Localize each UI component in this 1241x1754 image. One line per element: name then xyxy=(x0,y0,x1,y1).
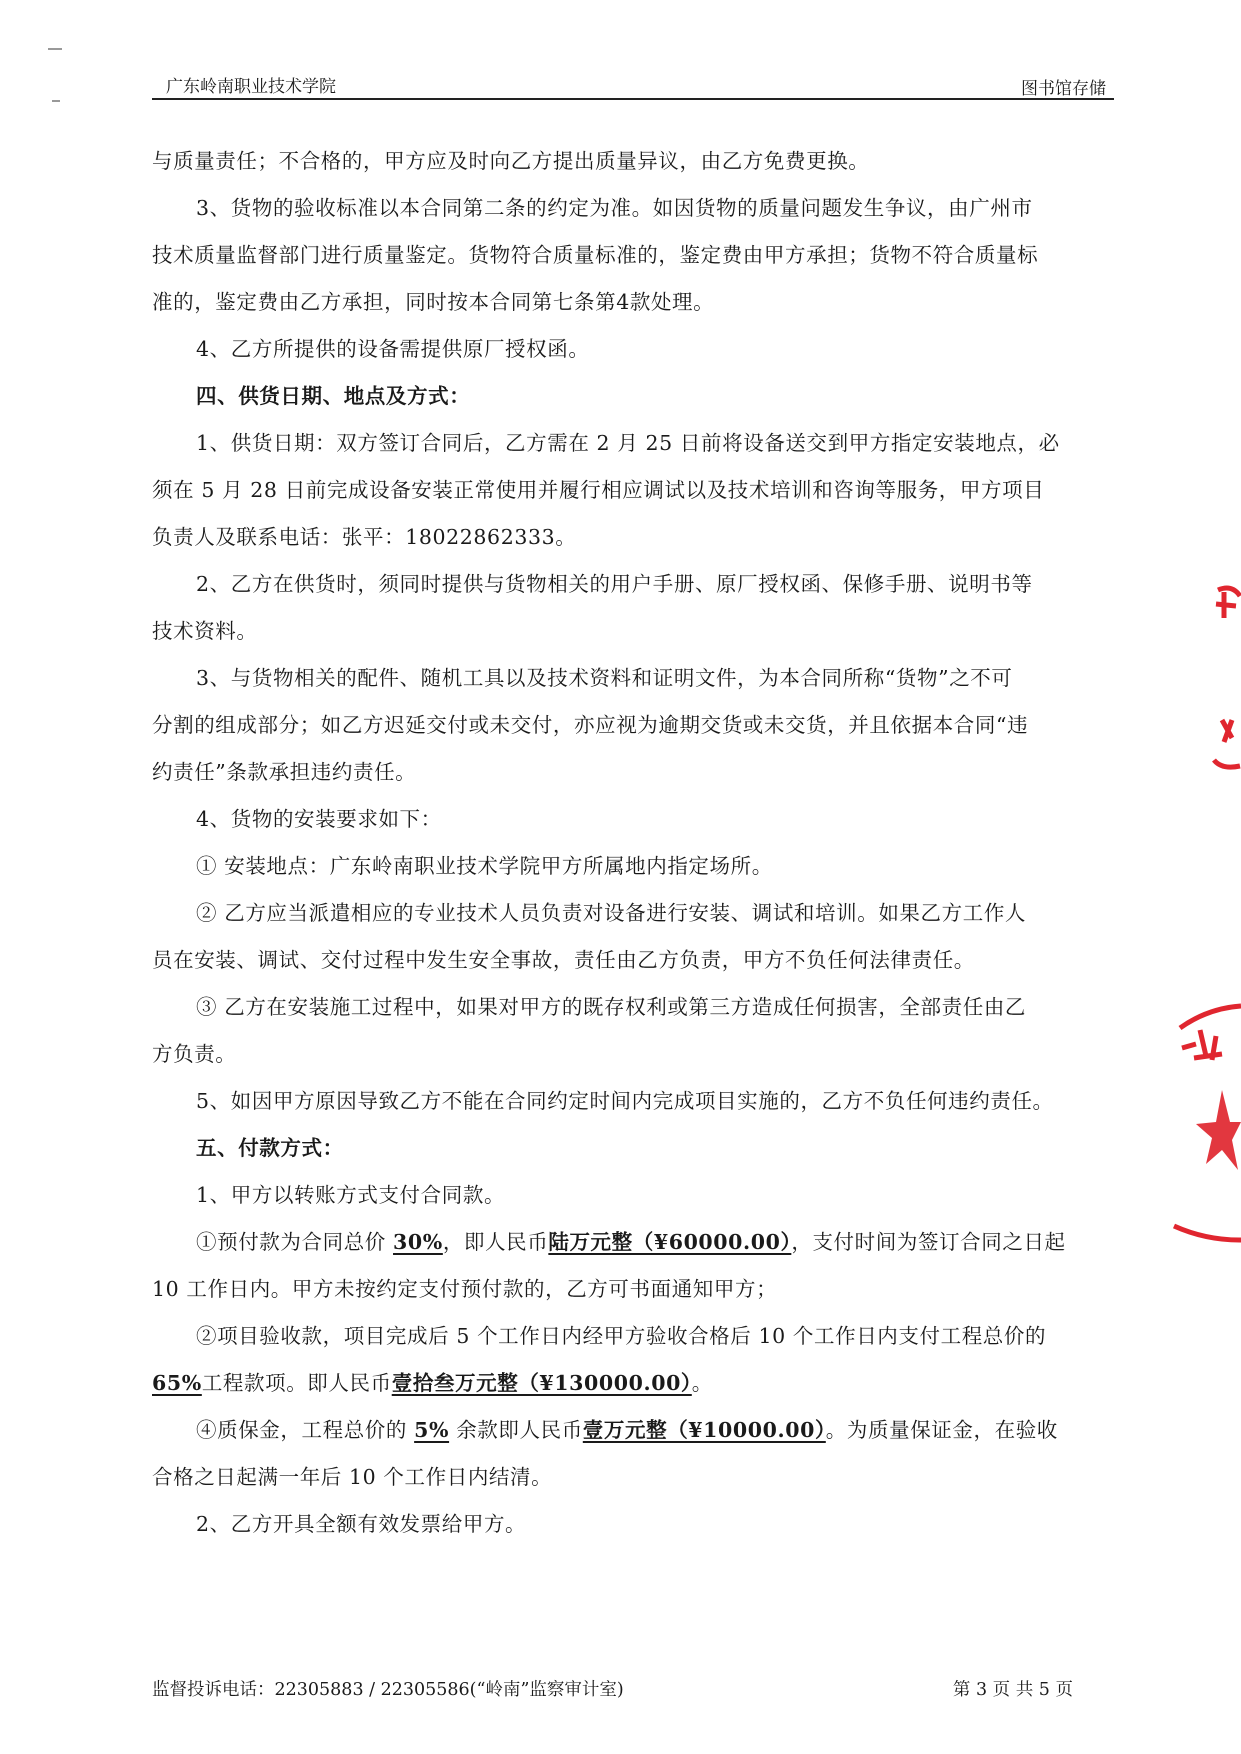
paragraph: 合格之日起满一年后 10 个工作日内结清。 xyxy=(152,1465,553,1489)
header-institution: 广东岭南职业技术学院 xyxy=(166,77,336,97)
text-run: ①预付款为合同总价 xyxy=(196,1230,394,1254)
text-run: 余款即人民币 xyxy=(449,1418,583,1442)
paragraph xyxy=(152,1360,1114,1407)
page-number: 第 3 页 共 5 页 xyxy=(952,1680,1073,1700)
paragraph: 须在 5 月 28 日前完成设备安装正常使用并履行相应调试以及技术培训和咨询等服务，甲方项目 xyxy=(152,478,1045,502)
scan-mark xyxy=(48,48,62,50)
paragraph: ③ 乙方在安装施工过程中，如果对甲方的既存权利或第三方造成任何损害，全部责任由乙 xyxy=(196,995,1027,1019)
text-run: 。 xyxy=(691,1371,713,1395)
header-archive-label: 图书馆存储 xyxy=(1021,79,1106,99)
underlined-amount: 壹万元整（¥10000.00） xyxy=(582,1418,826,1442)
paragraph: 方负责。 xyxy=(152,1042,237,1066)
paragraph: 负责人及联系电话：张平：18022862333。 xyxy=(152,525,577,549)
section-heading: 四、供货日期、地点及方式： xyxy=(196,384,471,408)
underlined-amount: 壹拾叁万元整（¥130000.00） xyxy=(391,1371,692,1395)
paragraph: 4、货物的安装要求如下： xyxy=(196,807,442,831)
underlined-percent: 5% xyxy=(414,1418,450,1442)
text-run: 。为质量保证金，在验收 xyxy=(825,1418,1058,1442)
paragraph: 与质量责任；不合格的，甲方应及时向乙方提出质量异议，由乙方免费更换。 xyxy=(152,149,870,173)
underlined-percent: 30% xyxy=(393,1230,443,1254)
paragraph: 准的，鉴定费由乙方承担，同时按本合同第七条第4款处理。 xyxy=(152,290,715,314)
text-run: ，支付时间为签订合同之日起 xyxy=(791,1230,1066,1254)
paragraph: 3、与货物相关的配件、随机工具以及技术资料和证明文件，为本合同所称“货物”之不可 xyxy=(196,666,1013,690)
paragraph: 技术质量监督部门进行质量鉴定。货物符合质量标准的，鉴定费由甲方承担；货物不符合质量标 xyxy=(152,243,1039,267)
paragraph: 10 工作日内。甲方未按约定支付预付款的，乙方可书面通知甲方； xyxy=(152,1277,778,1301)
underlined-amount: 陆万元整（¥60000.00） xyxy=(548,1230,792,1254)
paragraph: 1、供货日期：双方签订合同后，乙方需在 2 月 25 日前将设备送交到甲方指定安装地点，必 xyxy=(196,431,1060,455)
text-run: ，即人民币 xyxy=(442,1230,549,1254)
text-run: 工程款项。即人民币 xyxy=(201,1371,392,1395)
underlined-percent: 65% xyxy=(152,1371,202,1395)
paragraph: ② 乙方应当派遣相应的专业技术人员负责对设备进行安装、调试和培训。如果乙方工作人 xyxy=(196,901,1027,925)
text-run: ④质保金，工程总价的 xyxy=(196,1418,415,1442)
paragraph: ②项目验收款，项目完成后 5 个工作日内经甲方验收合格后 10 个工作日内支付工程总价的 xyxy=(196,1324,1047,1348)
page-header xyxy=(152,70,1114,100)
section-heading: 五、付款方式： xyxy=(196,1136,344,1160)
scan-mark xyxy=(52,100,60,102)
paragraph xyxy=(152,1219,1114,1266)
footer-contact: 监督投诉电话：22305883 / 22305586(“岭南”监察审计室) xyxy=(152,1680,624,1700)
paragraph: 员在安装、调试、交付过程中发生安全事故，责任由乙方负责，甲方不负任何法律责任。 xyxy=(152,948,975,972)
seal-stamp-fragment xyxy=(1208,570,1241,830)
paragraph: 约责任”条款承担违约责任。 xyxy=(152,760,417,784)
paragraph: 2、乙方在供货时，须同时提供与货物相关的用户手册、原厂授权函、保修手册、说明书等 xyxy=(196,572,1033,596)
paragraph: ① 安装地点：广东岭南职业技术学院甲方所属地内指定场所。 xyxy=(196,854,773,878)
paragraph xyxy=(152,1407,1114,1454)
paragraph: 分割的组成部分；如乙方迟延交付或未交付，亦应视为逾期交货或未交货，并且依据本合同“违 xyxy=(152,713,1029,737)
paragraph: 4、乙方所提供的设备需提供原厂授权函。 xyxy=(196,337,590,361)
paragraph: 2、乙方开具全额有效发票给甲方。 xyxy=(196,1512,527,1536)
document-body xyxy=(152,138,1114,1548)
paragraph: 5、如因甲方原因导致乙方不能在合同约定时间内完成项目实施的，乙方不负任何违约责任。 xyxy=(196,1089,1054,1113)
paragraph: 技术资料。 xyxy=(152,619,258,643)
paragraph: 3、货物的验收标准以本合同第二条的约定为准。如因货物的质量问题发生争议，由广州市 xyxy=(196,196,1033,220)
paragraph: 1、甲方以转账方式支付合同款。 xyxy=(196,1183,506,1207)
seal-stamp-icon xyxy=(1160,1000,1241,1250)
